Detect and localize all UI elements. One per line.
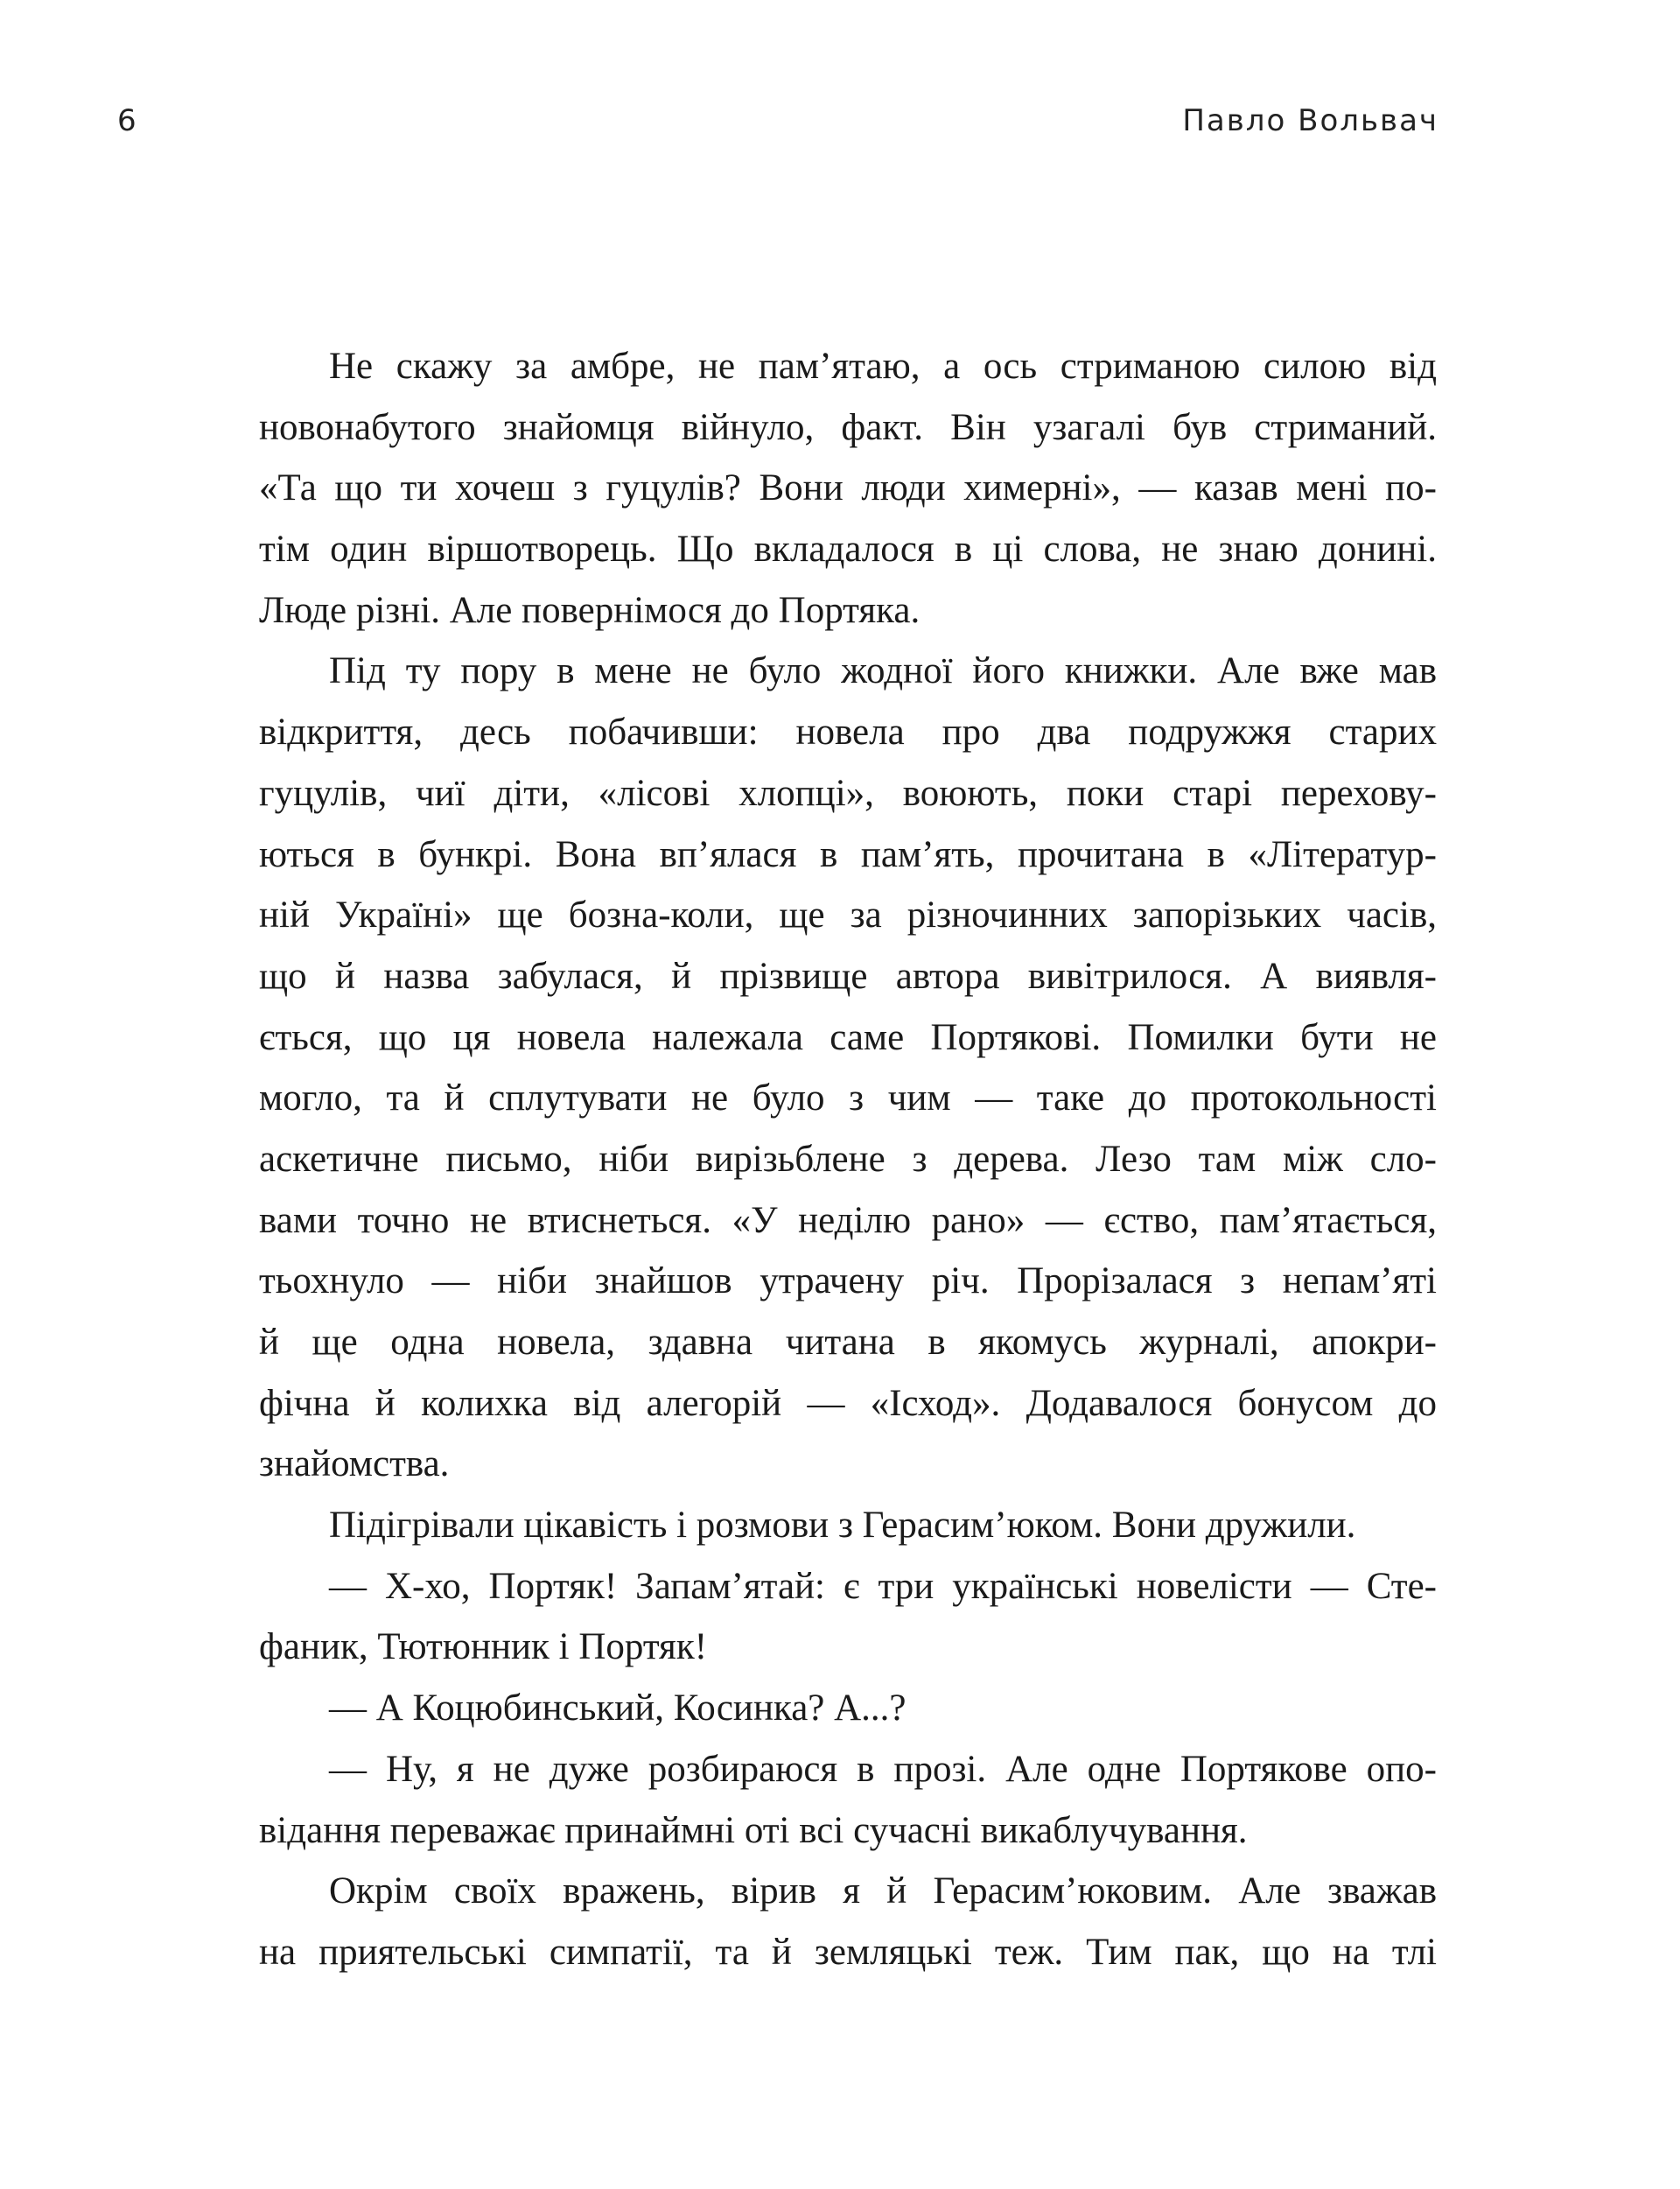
paragraph — [259, 336, 1437, 641]
paragraph — [259, 1739, 1437, 1861]
text-line: Підігрівали цікавість і розмови з Герасим’юком. Вони дружили. — [329, 1505, 1356, 1547]
body-text — [259, 336, 1437, 1983]
text-line: фаник, Тютюнник і Портяк! — [259, 1626, 708, 1668]
text-line: гуцулів, чиї діти, «лісові хлопці», воюють, поки старі перехову- — [259, 772, 1437, 814]
text-line: Не скажу за амбре, не пам’ятаю, а ось стриманою силою від — [329, 346, 1437, 387]
text-line: «Та що ти хочеш з гуцулів? Вони люди химерні», — казав мені по- — [259, 467, 1437, 509]
text-line: знайомства. — [259, 1443, 450, 1485]
text-line: відання переважає принаймні оті всі сучасні викаблучування. — [259, 1809, 1248, 1851]
paragraph — [259, 1556, 1437, 1678]
text-line: відкриття, десь побачивши: новела про два подружжя старих — [259, 712, 1437, 754]
text-line: на приятельські симпатії, та й земляцькі теж. Тим пак, що на тлі — [259, 1931, 1437, 1973]
paragraph — [259, 1861, 1437, 1982]
text-line: Люде різні. Але повернімося до Портяка. — [259, 589, 920, 631]
page-number: 6 — [117, 103, 138, 138]
text-line: аскетичне письмо, ніби вирізьблене з дерева. Лезо там між сло- — [259, 1138, 1437, 1180]
text-line: — Ну, я не дуже розбираюся в прозі. Але одне Портякове опо- — [329, 1748, 1437, 1790]
paragraph — [259, 641, 1437, 1495]
text-line: ються в бункрі. Вона вп’ялася в пам’ять, прочитана в «Літератур- — [259, 833, 1437, 875]
text-line: Під ту пору в мене не було жодної його книжки. Але вже мав — [329, 650, 1437, 692]
text-line: вами точно не втиснеться. «У неділю рано» — єство, пам’ятається, — [259, 1199, 1437, 1241]
text-line: ній Україні» ще бозна-коли, ще за різночинних запорізьких часів, — [259, 895, 1437, 937]
running-head: Павло Вольвач — [1182, 103, 1438, 138]
text-line: й ще одна новела, здавна читана в якомусь журналі, апокри- — [259, 1322, 1437, 1363]
text-line: — А Коцюбинський, Косинка? А...? — [329, 1687, 906, 1729]
text-line: тьохнуло — ніби знайшов утрачену річ. Прорізалася з непам’яті — [259, 1260, 1437, 1302]
text-line: тім один віршотворець. Що вкладалося в ці слова, не знаю донині. — [259, 529, 1437, 571]
text-line: могло, та й сплутувати не було з чим — таке до протокольності — [259, 1077, 1437, 1119]
paragraph — [259, 1678, 1437, 1739]
text-line: Окрім своїх вражень, вірив я й Герасим’юковим. Але зважав — [329, 1870, 1437, 1912]
text-line: що й назва забулася, й прізвище автора вивітрилося. А виявля- — [259, 955, 1437, 997]
text-line: — Х-хо, Портяк! Запам’ятай: є три українські новелісти — Сте- — [329, 1565, 1437, 1607]
text-line: новонабутого знайомця війнуло, факт. Він узагалі був стриманий. — [259, 406, 1437, 448]
text-line: ється, що ця новела належала саме Портякові. Помилки бути не — [259, 1016, 1437, 1058]
paragraph — [259, 1495, 1437, 1556]
text-line: фічна й колихка від алегорій — «Ісход». Додавалося бонусом до — [259, 1382, 1437, 1424]
